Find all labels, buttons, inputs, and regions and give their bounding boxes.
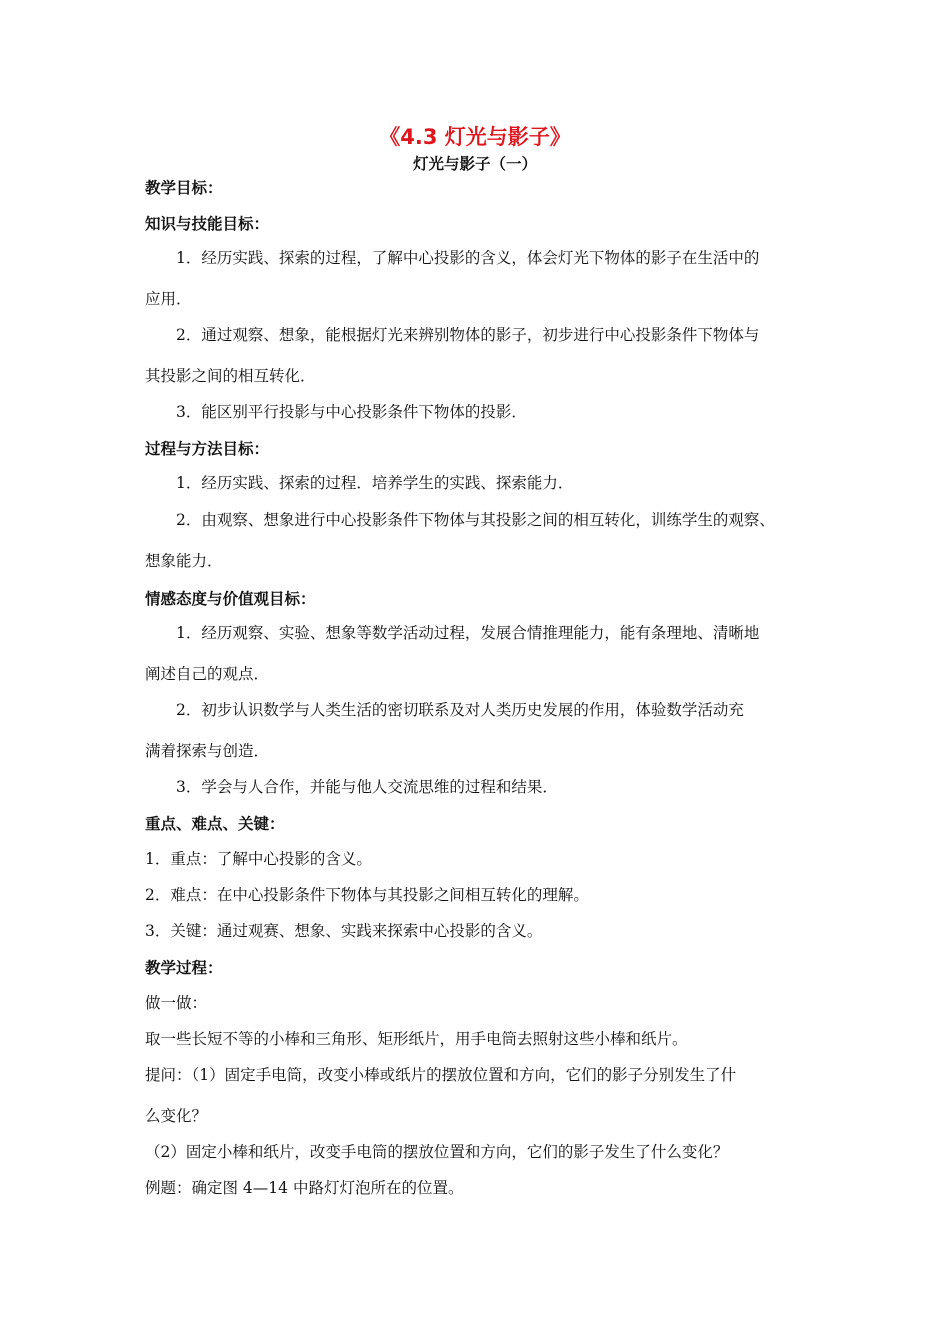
procedure-item: 做一做： <box>145 994 208 1012</box>
emotion-item: 1．经历观察、实验、想象等数学活动过程，发展合情推理能力，能有条理地、清晰地 <box>176 624 760 642</box>
knowledge-heading: 知识与技能目标： <box>145 215 270 233</box>
procedure-item: 提问：（1）固定手电筒，改变小棒或纸片的摆放位置和方向，它们的影子分别发生了什 <box>145 1066 737 1084</box>
emotion-item: 2．初步认识数学与人类生活的密切联系及对人类历史发展的作用，体验数学活动充 <box>176 701 744 719</box>
process-item: 1．经历实践、探索的过程．培养学生的实践、探索能力． <box>176 474 574 492</box>
procedure-item: 么变化？ <box>145 1107 208 1125</box>
emotion-item: 3．学会与人合作，并能与他人交流思维的过程和结果． <box>176 778 558 796</box>
emotion-heading: 情感态度与价值观目标： <box>145 590 316 608</box>
procedure-item: 例题：确定图 4—14 中路灯灯泡所在的位置。 <box>145 1179 464 1197</box>
process-heading: 过程与方法目标： <box>145 440 270 458</box>
document-subtitle: 灯光与影子（一） <box>412 155 537 173</box>
procedure-item: 取一些长短不等的小棒和三角形、矩形纸片，用手电筒去照射这些小棒和纸片。 <box>145 1030 688 1048</box>
key-item: 3．关键：通过观赛、想象、实践来探索中心投影的含义。 <box>145 922 543 940</box>
process-item: 想象能力． <box>145 552 223 570</box>
knowledge-item: 2．通过观察、想象，能根据灯光来辨别物体的影子，初步进行中心投影条件下物体与 <box>176 326 760 344</box>
document-title: 《4.3 灯光与影子》 <box>379 125 571 149</box>
knowledge-item: 3．能区别平行投影与中心投影条件下物体的投影． <box>176 403 527 421</box>
key-item: 2．难点：在中心投影条件下物体与其投影之间相互转化的理解。 <box>145 886 589 904</box>
teaching-goals-heading: 教学目标： <box>145 179 223 197</box>
key-heading: 重点、难点、关键： <box>145 815 285 833</box>
knowledge-item: 1．经历实践、探索的过程，了解中心投影的含义，体会灯光下物体的影子在生活中的 <box>176 249 760 267</box>
emotion-item: 阐述自己的观点． <box>145 665 270 683</box>
key-item: 1．重点：了解中心投影的含义。 <box>145 850 372 868</box>
emotion-item: 满着探索与创造． <box>145 742 270 760</box>
knowledge-item: 应用． <box>145 290 192 308</box>
knowledge-item: 其投影之间的相互转化． <box>145 367 316 385</box>
process-item: 2．由观察、想象进行中心投影条件下物体与其投影之间的相互转化，训练学生的观察、 <box>176 511 775 529</box>
procedure-item: （2）固定小棒和纸片，改变手电筒的摆放位置和方向，它们的影子发生了什么变化？ <box>145 1143 729 1161</box>
procedure-heading: 教学过程： <box>145 959 223 977</box>
